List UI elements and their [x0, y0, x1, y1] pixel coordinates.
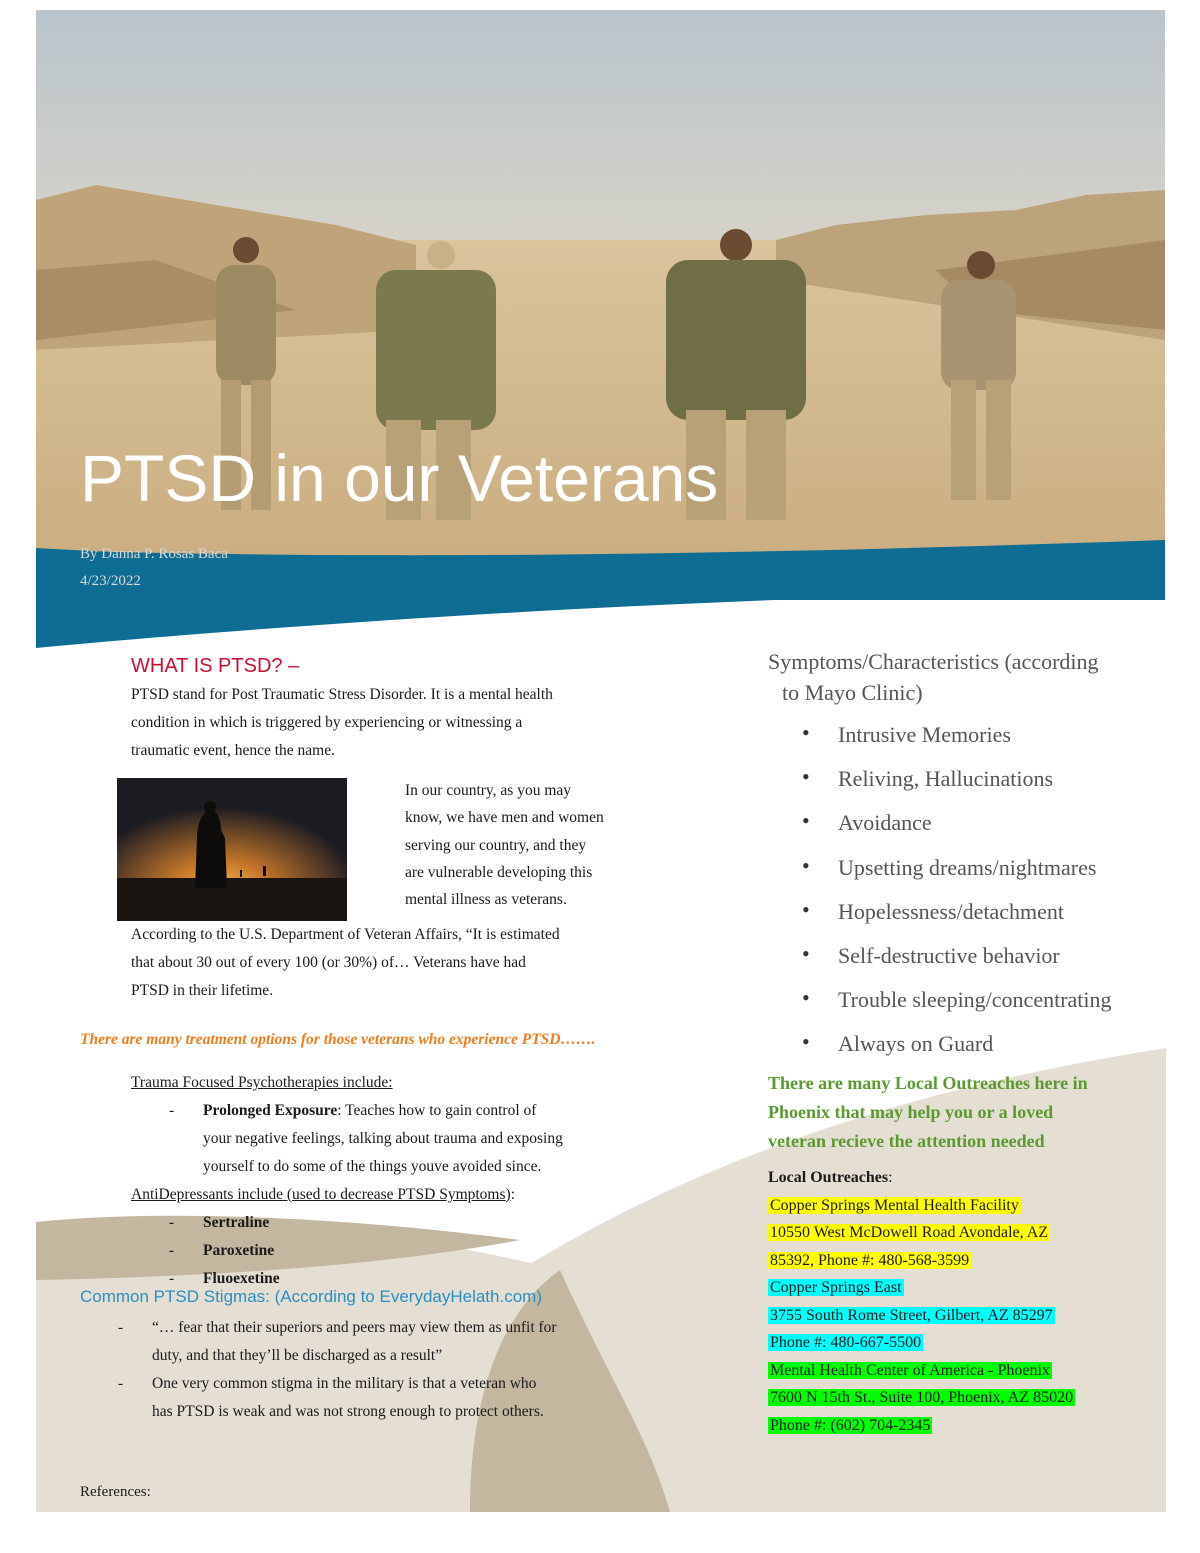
- symptom-item: • Trouble sleeping/concentrating: [802, 987, 1112, 1031]
- mhca-phone: Phone #: (602) 704-2345: [770, 1416, 931, 1434]
- symptom-item: • Avoidance: [802, 810, 1112, 854]
- stigma-item: - One very common stigma in the military is that a veteran who has PTSD is weak and was not strong enough to protect others.: [118, 1375, 544, 1420]
- antidepressants-heading: AntiDepressants include (used to decrease PTSD Symptoms): [131, 1186, 511, 1203]
- prolonged-exposure-item: - Prolonged Exposure: Teaches how to gain control of your negative feelings, talking about trauma and exposing yourself to do some of the things youve avoided since.: [169, 1102, 563, 1175]
- symptom-item: • Intrusive Memories: [802, 722, 1112, 766]
- text-line: mental illness as veterans.: [405, 891, 567, 909]
- drug-item: - Sertraline: [169, 1214, 270, 1231]
- text-line: condition in which is triggered by experiencing or witnessing a: [131, 714, 523, 731]
- text-line: In our country, as you may: [405, 782, 572, 799]
- text-line: are vulnerable developing this: [405, 863, 593, 881]
- drug-item: - Fluoexetine: [169, 1270, 280, 1287]
- text-line: know, we have men and women: [405, 809, 604, 827]
- text-line: serving our country, and they: [405, 836, 587, 854]
- text-line: that about 30 out of every 100 (or 30%) of… Veterans have had: [131, 954, 526, 971]
- symptoms-title: Symptoms/Characteristics (according to Mayo Clinic): [768, 649, 1099, 705]
- text-line: According to the U.S. Department of Veteran Affairs, “It is estimated: [131, 926, 560, 943]
- symptoms-list: [802, 722, 1112, 1076]
- symptom-item: • Self-destructive behavior: [802, 943, 1112, 987]
- drug-item: - Paroxetine: [169, 1242, 275, 1259]
- what-is-paragraph: [131, 681, 553, 765]
- prolonged-exposure-term: Prolonged Exposure: [203, 1102, 338, 1119]
- va-statistic-paragraph: [131, 921, 560, 1005]
- text-line: PTSD in their lifetime.: [131, 982, 274, 999]
- soldier-silhouette-image: [117, 778, 347, 921]
- date-line: 4/23/2022: [80, 573, 141, 589]
- copper-springs-address: 10550 West McDowell Road Avondale, AZ: [770, 1224, 1049, 1241]
- psychotherapies-heading: Trauma Focused Psychotherapies include:: [131, 1074, 393, 1091]
- stigmas-heading: Common PTSD Stigmas: (According to EverydayHelath.com): [80, 1287, 542, 1306]
- references-label: References:: [80, 1484, 151, 1500]
- symptom-item: • Upsetting dreams/nightmares: [802, 855, 1112, 899]
- outreach-label: Local Outreaches: [768, 1169, 889, 1186]
- treatment-heading: There are many treatment options for those veterans who experience PTSD…….: [80, 1031, 596, 1048]
- author-line: By Danna P. Rosas Baca: [80, 546, 228, 562]
- treatment-section: Trauma Focused Psychotherapies include: - Prolonged Exposure: Teaches how to gain control of your negative feelings, talking about trauma and exposing yourself to do some of the things youve avoided since. AntiDepressants include (used to decrease PTSD Symptoms): - Sertraline - Paroxetine - Fluoexetine: [131, 1069, 563, 1293]
- outreach-heading: There are many Local Outreaches here in Phoenix that may help you or a loved veteran recieve the attention needed: [768, 1073, 1088, 1151]
- country-paragraph: [405, 777, 604, 913]
- mhca-name: Mental Health Center of America - Phoenix: [770, 1361, 1050, 1379]
- copper-springs-phone: 85392, Phone #: 480-568-3599: [770, 1251, 970, 1269]
- text-line: traumatic event, hence the name.: [131, 742, 335, 759]
- copper-east-address: 3755 South Rome Street, Gilbert, AZ 85297: [770, 1306, 1053, 1324]
- stigma-item: - “… fear that their superiors and peers may view them as unfit for duty, and that they’ll be discharged as a result”: [118, 1319, 557, 1364]
- copper-east-name: Copper Springs East: [770, 1279, 902, 1296]
- mhca-address: 7600 N 15th St., Suite 100, Phoenix, AZ 85020: [770, 1389, 1074, 1406]
- page-title: PTSD in our Veterans: [80, 441, 719, 515]
- stigmas-list: [80, 1314, 557, 1426]
- outreach-list: Local Outreaches: Copper Springs Mental Health Facility 10550 West McDowell Road Avondale, AZ 85392, Phone #: 480-568-3599 Copper Springs East 3755 South Rome Street, Gilbert, AZ 85297 Phone #: 480-667-5500 Mental Health Center of America - Phoenix 7600 N 15th St., Suite 100, Phoenix, AZ 85020 Phone #: (602) 704-2345: [768, 1169, 1074, 1434]
- copper-springs-name: Copper Springs Mental Health Facility: [770, 1196, 1019, 1214]
- symptom-item: • Reliving, Hallucinations: [802, 766, 1112, 810]
- text-line: PTSD stand for Post Traumatic Stress Disorder. It is a mental health: [131, 686, 553, 703]
- copper-east-phone: Phone #: 480-667-5500: [770, 1334, 922, 1351]
- symptom-item: • Hopelessness/detachment: [802, 899, 1112, 943]
- what-is-ptsd-heading: WHAT IS PTSD? –: [131, 655, 300, 677]
- symptom-item: • Always on Guard: [802, 1031, 1112, 1075]
